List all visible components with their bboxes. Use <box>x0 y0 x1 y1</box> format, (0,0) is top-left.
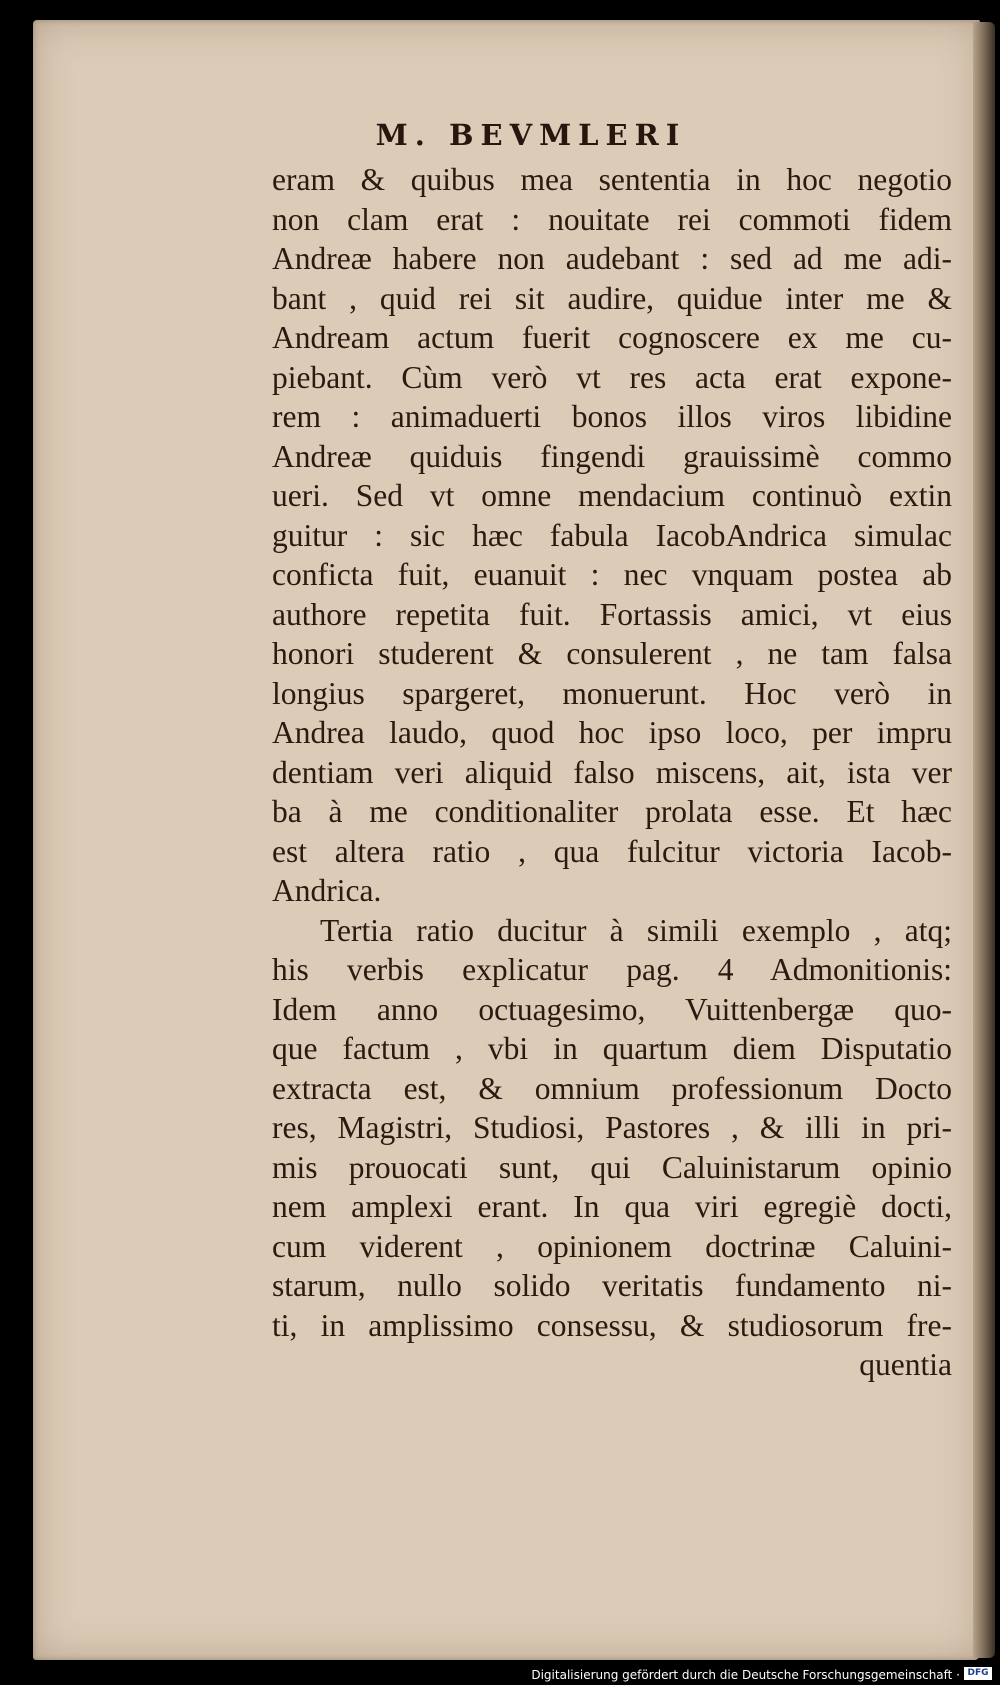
text-line: res, Magistri, Studiosi, Pastores , & illi in pri- <box>272 1110 952 1145</box>
text-line: cum viderent , opinionem doctrinæ Caluini- <box>272 1228 952 1264</box>
paragraph-start-line: Tertia ratio ducitur à simili exemplo , atq; <box>320 912 952 948</box>
text-line: ti, in amplissimo consessu, & studiosorum fre- <box>272 1307 952 1343</box>
text-line: ueri. Sed vt omne mendacium continuò extin <box>272 478 952 513</box>
paragraph-end-line: Andrica. <box>272 873 382 908</box>
text-line: honori studerent & consulerent , ne tam falsa <box>272 636 952 671</box>
text-line: dentiam veri aliquid falso miscens, ait, ista ver <box>272 754 952 790</box>
dfg-logo: DFG <box>964 1667 992 1680</box>
text-line: authore repetita fuit. Fortassis amici, vt eius <box>272 596 952 632</box>
text-line: longius spargeret, monuerunt. Hoc verò in <box>272 675 952 711</box>
text-line: starum, nullo solido veritatis fundamento ni- <box>272 1268 952 1303</box>
digitization-credit: Digitalisierung gefördert durch die Deutsche Forschungsgemeinschaft · <box>531 1668 960 1682</box>
text-line: conficta fuit, euanuit : nec vnquam postea ab <box>272 557 952 592</box>
catchword: quentia <box>859 1347 952 1382</box>
text-line: nem amplexi erant. In qua viri egregiè docti, <box>272 1189 952 1224</box>
text-line: Andreæ habere non audebant : sed ad me adi- <box>272 241 952 276</box>
text-line: mis prouocati sunt, qui Caluinistarum opinio <box>272 1149 952 1185</box>
text-line: piebant. Cùm verò vt res acta erat expone- <box>272 359 952 395</box>
text-line: est altera ratio , qua fulcitur victoria Iacob- <box>272 833 952 869</box>
body-text <box>272 160 952 1385</box>
text-line: his verbis explicatur pag. 4 Admonitionis: <box>272 952 952 987</box>
text-line: Andream actum fuerit cognoscere ex me cu- <box>272 320 952 355</box>
text-line: que factum , vbi in quartum diem Disputatio <box>272 1031 952 1066</box>
page-edge <box>973 22 995 1658</box>
text-line: guitur : sic hæc fabula IacobAndrica simulac <box>272 517 952 553</box>
text-line: non clam erat : nouitate rei commoti fidem <box>272 201 952 237</box>
text-line: Andreæ quiduis fingendi grauissimè commo <box>272 438 952 474</box>
text-line: rem : animaduerti bonos illos viros libidine <box>272 399 952 434</box>
text-line: eram & quibus mea sententia in hoc negotio <box>272 162 952 197</box>
text-line: ba à me conditionaliter prolata esse. Et hæc <box>272 794 952 829</box>
text-line: Andrea laudo, quod hoc ipso loco, per impru <box>272 715 952 750</box>
text-line: bant , quid rei sit audire, quidue inter me & <box>272 280 952 316</box>
running-head: M. BEVMLERI <box>375 118 687 152</box>
text-line: extracta est, & omnium professionum Docto <box>272 1070 952 1106</box>
text-line: Idem anno octuagesimo, Vuittenbergæ quo- <box>272 991 952 1027</box>
